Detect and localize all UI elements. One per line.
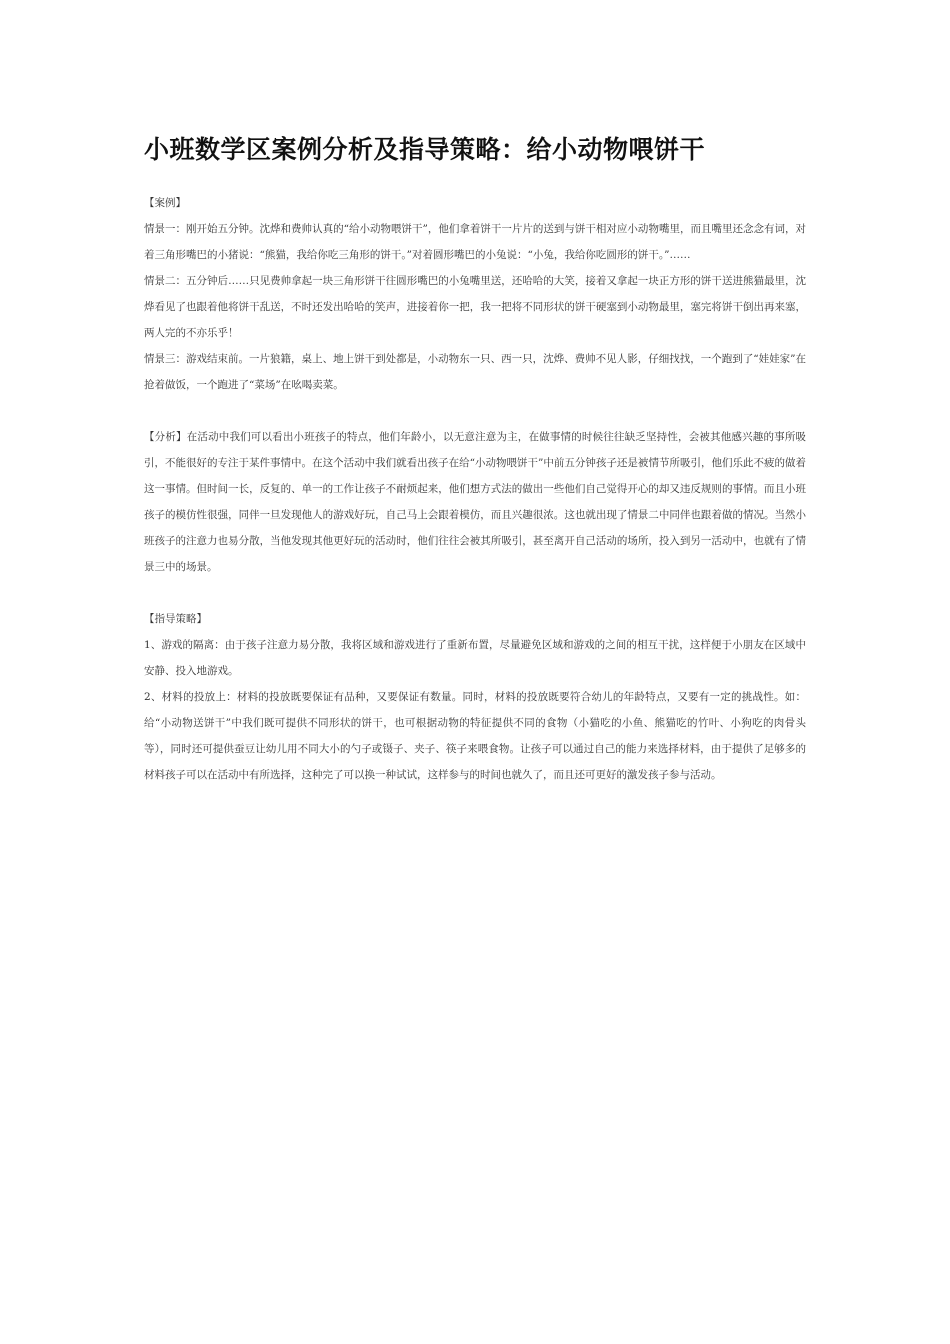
document-body	[144, 190, 806, 788]
paragraph-spacer	[144, 580, 806, 606]
scene-one-paragraph: 情景一：刚开始五分钟。沈烨和费帅认真的“给小动物喂饼干”，他们拿着饼干一片片的送到与饼干相对应小动物嘴里，而且嘴里还念念有词，对着三角形嘴巴的小猪说：“熊猫，我给你吃三角形的饼干。”对着圆形嘴巴的小兔说：“小兔，我给你吃圆形的饼干。”……	[144, 223, 806, 261]
case-heading: 【案例】	[144, 197, 186, 209]
paragraph-spacer	[144, 398, 806, 424]
strategy-item-1: 1、游戏的隔离：由于孩子注意力易分散，我将区域和游戏进行了重新布置，尽量避免区域和游戏的之间的相互干扰，这样便于小朋友在区域中安静、投入地游戏。	[144, 639, 806, 677]
scene-two-paragraph: 情景二：五分钟后……只见费帅拿起一块三角形饼干往圆形嘴巴的小兔嘴里送，还哈哈的大笑，接着又拿起一块正方形的饼干送进熊猫最里，沈烨看见了也跟着他将饼干乱送，不时还发出哈哈的笑声，进接着你一把，我一把将不同形状的饼干硬塞到小动物最里，塞完将饼干倒出再来塞，两人完的不亦乐乎！	[144, 275, 806, 339]
scene-three-paragraph: 情景三：游戏结束前。一片狼籍，桌上、地上饼干到处都是，小动物东一只、西一只，沈烨、费帅不见人影，仔细找找，一个跑到了“娃娃家”在抢着做饭，一个跑进了“菜场”在吆喝卖菜。	[144, 353, 806, 391]
page-title: 小班数学区案例分析及指导策略：给小动物喂饼干	[144, 135, 706, 164]
strategy-item-2: 2、材料的投放上：材料的投放既要保证有品种，又要保证有数量。同时，材料的投放既要符合幼儿的年龄特点，又要有一定的挑战性。如：给“小动物送饼干”中我们既可提供不同形状的饼干，也可根据动物的特征提供不同的食物（小猫吃的小鱼、熊猫吃的竹叶、小狗吃的肉骨头等），同时还可提供蚕豆让幼儿用不同大小的勺子或镊子、夹子、筷子来喂食物。让孩子可以通过自己的能力来选择材料，由于提供了足够多的材料孩子可以在活动中有所选择，这种完了可以换一种试试，这样参与的时间也就久了，而且还可更好的激发孩子参与活动。	[144, 691, 806, 781]
strategy-heading: 【指导策略】	[144, 613, 207, 625]
analysis-paragraph: 【分析】在活动中我们可以看出小班孩子的特点，他们年龄小，以无意注意为主，在做事情的时候往往缺乏坚持性，会被其他感兴趣的事所吸引，不能很好的专注于某件事情中。在这个活动中我们就看出孩子在给“小动物喂饼干”中前五分钟孩子还是被情节所吸引，他们乐此不疲的做着这一事情。但时间一长，反复的、单一的工作让孩子不耐烦起来，他们想方式法的做出一些他们自己觉得开心的却又违反规则的事情。而且小班孩子的模仿性很强，同伴一旦发现他人的游戏好玩，自己马上会跟着模仿，而且兴趣很浓。这也就出现了情景二中同伴也跟着做的情况。当然小班孩子的注意力也易分散，当他发现其他更好玩的活动时，他们往往会被其所吸引，甚至离开自己活动的场所，投入到另一活动中，也就有了情景三中的场景。	[144, 431, 806, 573]
